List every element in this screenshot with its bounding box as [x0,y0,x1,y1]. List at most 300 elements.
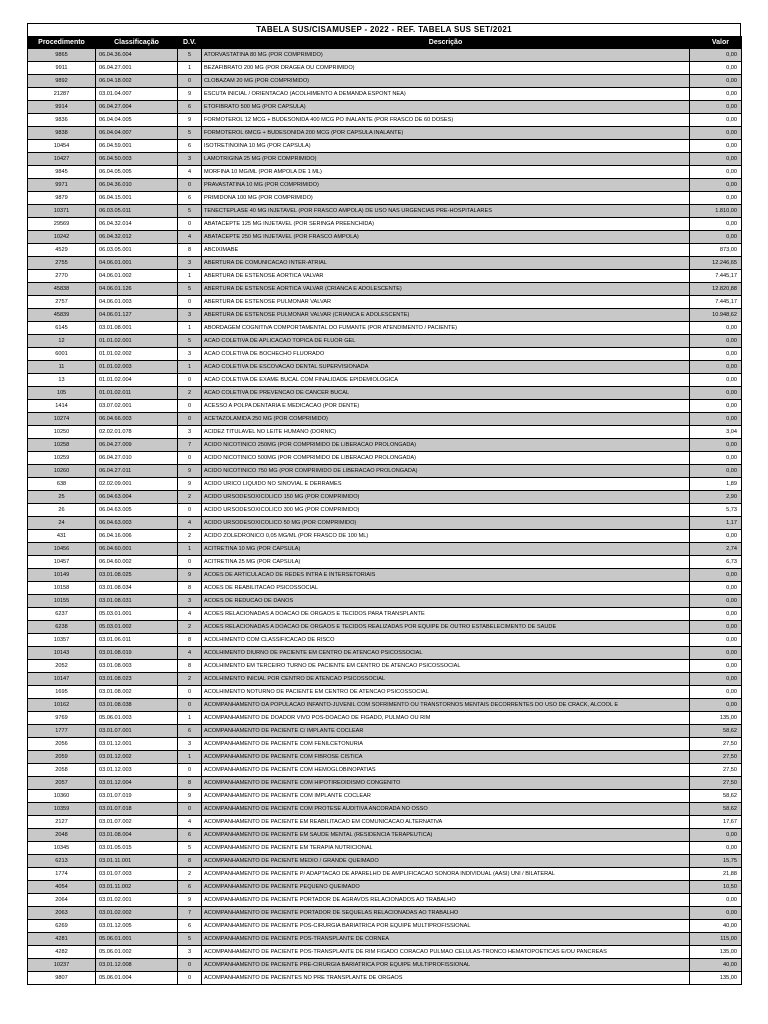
cell-classificacao: 03.01.02.002 [96,907,178,920]
cell-classificacao: 04.06.01.001 [96,257,178,270]
cell-procedimento: 2127 [28,816,96,829]
cell-procedimento: 6238 [28,621,96,634]
cell-procedimento: 29569 [28,218,96,231]
cell-valor: 0,00 [690,660,742,673]
cell-dv: 2 [178,530,202,543]
cell-valor: 3,04 [690,426,742,439]
cell-dv: 8 [178,777,202,790]
cell-procedimento: 45838 [28,283,96,296]
cell-descricao: ACAO COLETIVA DE APLICACAO TOPICA DE FLUOR GEL [202,335,690,348]
table-header-row [28,37,742,49]
cell-classificacao: 03.01.04.007 [96,88,178,101]
cell-descricao: ABORDAGEM COGNITIVA COMPORTAMENTAL DO FUMANTE (POR ATENDIMENTO / PACIENTE) [202,322,690,335]
cell-dv: 8 [178,634,202,647]
cell-valor: 0,00 [690,413,742,426]
cell-classificacao: 03.01.07.002 [96,816,178,829]
cell-classificacao: 03.01.11.002 [96,881,178,894]
cell-descricao: ABCIXIMABE [202,244,690,257]
cell-descricao: ACETAZOLAMIDA 250 MG (POR COMPRIMIDO) [202,413,690,426]
cell-descricao: ABERTURA DE ESTENOSE PULMONAR VALVAR (CRIANCA E ADOLESCENTE) [202,309,690,322]
cell-classificacao: 05.06.01.001 [96,933,178,946]
table-row [28,842,742,855]
cell-procedimento: 2063 [28,907,96,920]
cell-procedimento: 9911 [28,62,96,75]
cell-dv: 1 [178,62,202,75]
cell-classificacao: 05.03.01.002 [96,621,178,634]
cell-procedimento: 10162 [28,699,96,712]
cell-dv: 3 [178,946,202,959]
cell-valor: 2,74 [690,543,742,556]
cell-classificacao: 06.04.18.002 [96,75,178,88]
cell-procedimento: 431 [28,530,96,543]
cell-dv: 7 [178,907,202,920]
cell-classificacao: 02.02.09.001 [96,478,178,491]
cell-classificacao: 06.04.16.006 [96,530,178,543]
cell-descricao: ACOMPANHAMENTO DE PACIENTE MEDIO / GRANDE QUEIMADO [202,855,690,868]
cell-procedimento: 10147 [28,673,96,686]
cell-classificacao: 06.04.50.003 [96,153,178,166]
cell-valor: 0,00 [690,439,742,452]
cell-procedimento: 9845 [28,166,96,179]
cell-descricao: PRAVASTATINA 10 MG (POR COMPRIMIDO) [202,179,690,192]
cell-classificacao: 06.04.36.004 [96,49,178,62]
cell-procedimento: 2058 [28,764,96,777]
price-table [27,36,742,985]
cell-procedimento: 26 [28,504,96,517]
cell-valor: 0,00 [690,400,742,413]
cell-dv: 4 [178,608,202,621]
cell-classificacao: 04.06.01.003 [96,296,178,309]
cell-classificacao: 06.04.63.004 [96,491,178,504]
cell-valor: 0,00 [690,192,742,205]
cell-valor: 0,00 [690,218,742,231]
table-row [28,114,742,127]
cell-descricao: ACIDEZ TITULAVEL NO LEITE HUMANO (DORNIC) [202,426,690,439]
cell-classificacao: 06.04.32.012 [96,231,178,244]
cell-valor: 0,00 [690,322,742,335]
cell-dv: 9 [178,114,202,127]
cell-dv: 0 [178,556,202,569]
table-row [28,829,742,842]
cell-procedimento: 10258 [28,439,96,452]
cell-dv: 2 [178,673,202,686]
cell-valor: 0,00 [690,582,742,595]
cell-descricao: ACOMPANHAMENTO DE PACIENTES NO PRE TRANSPLANTE DE ORGAOS [202,972,690,985]
cell-classificacao: 04.06.01.127 [96,309,178,322]
cell-classificacao: 06.03.05.011 [96,205,178,218]
table-row [28,725,742,738]
cell-valor: 0,00 [690,647,742,660]
cell-valor: 115,00 [690,933,742,946]
cell-valor: 0,00 [690,335,742,348]
cell-valor: 0,00 [690,673,742,686]
cell-valor: 135,00 [690,946,742,959]
cell-dv: 2 [178,621,202,634]
cell-dv: 2 [178,387,202,400]
table-row [28,920,742,933]
cell-procedimento: 2048 [28,829,96,842]
table-row [28,621,742,634]
table-row [28,530,742,543]
table-row [28,192,742,205]
cell-dv: 5 [178,335,202,348]
cell-classificacao: 06.04.27.009 [96,439,178,452]
table-row [28,803,742,816]
cell-procedimento: 2057 [28,777,96,790]
cell-dv: 0 [178,686,202,699]
cell-valor: 12.820,88 [690,283,742,296]
cell-classificacao: 01.01.02.002 [96,348,178,361]
cell-valor: 0,00 [690,621,742,634]
cell-descricao: ISOTRETINOINA 10 MG (POR CAPSULA) [202,140,690,153]
cell-valor: 1,89 [690,478,742,491]
cell-valor: 0,00 [690,127,742,140]
table-row [28,764,742,777]
table-row [28,452,742,465]
cell-valor: 0,00 [690,634,742,647]
cell-procedimento: 12 [28,335,96,348]
table-row [28,335,742,348]
cell-classificacao: 06.04.04.007 [96,127,178,140]
table-row [28,751,742,764]
cell-valor: 0,00 [690,907,742,920]
table-row [28,543,742,556]
cell-procedimento: 4282 [28,946,96,959]
cell-valor: 58,62 [690,725,742,738]
cell-procedimento: 1414 [28,400,96,413]
cell-descricao: BEZAFIBRATO 200 MG (POR DRAGEA OU COMPRIMIDO) [202,62,690,75]
cell-dv: 8 [178,582,202,595]
table-row [28,75,742,88]
cell-valor: 40,00 [690,920,742,933]
cell-valor: 0,00 [690,842,742,855]
cell-descricao: ACIDO URSODESOXICOLICO 50 MG (POR COMPRIMIDO) [202,517,690,530]
cell-classificacao: 03.01.08.003 [96,660,178,673]
cell-classificacao: 06.04.27.001 [96,62,178,75]
table-row [28,400,742,413]
cell-procedimento: 10371 [28,205,96,218]
cell-dv: 9 [178,894,202,907]
cell-procedimento: 10454 [28,140,96,153]
cell-dv: 5 [178,283,202,296]
cell-descricao: ACOMPANHAMENTO DE PACIENTE COM IMPLANTE COCLEAR [202,790,690,803]
cell-descricao: ACOLHIMENTO COM CLASSIFICACAO DE RISCO [202,634,690,647]
cell-descricao: ACAO COLETIVA DE BOCHECHO FLUORADO [202,348,690,361]
cell-dv: 0 [178,972,202,985]
cell-classificacao: 03.01.12.002 [96,751,178,764]
cell-procedimento: 10345 [28,842,96,855]
cell-descricao: ACOMPANHAMENTO DE PACIENTE PORTADOR DE AGRAVOS RELACIONADOS AO TRABALHO [202,894,690,907]
cell-procedimento: 6145 [28,322,96,335]
table-row [28,660,742,673]
cell-valor: 17,67 [690,816,742,829]
cell-procedimento: 10237 [28,959,96,972]
cell-procedimento: 10457 [28,556,96,569]
cell-dv: 7 [178,439,202,452]
cell-dv: 6 [178,101,202,114]
table-row [28,270,742,283]
cell-descricao: ACAO COLETIVA DE ESCOVACAO DENTAL SUPERVISIONADA [202,361,690,374]
cell-classificacao: 03.01.07.001 [96,725,178,738]
table-row [28,387,742,400]
cell-valor: 0,00 [690,387,742,400]
cell-descricao: ACOES DE REABILITACAO PSICOSSOCIAL [202,582,690,595]
cell-descricao: LAMOTRIGINA 25 MG (POR COMPRIMIDO) [202,153,690,166]
cell-classificacao: 03.01.08.019 [96,647,178,660]
cell-descricao: ACIDO URICO LIQUIDO NO SINOVIAL E DERRAMES [202,478,690,491]
cell-dv: 1 [178,322,202,335]
cell-valor: 873,00 [690,244,742,257]
table-row [28,933,742,946]
cell-descricao: ACIDO URSODESOXICOLICO 300 MG (POR COMPRIMIDO) [202,504,690,517]
cell-procedimento: 9865 [28,49,96,62]
cell-descricao: CLOBAZAM 20 MG (POR COMPRIMIDO) [202,75,690,88]
table-row [28,218,742,231]
cell-dv: 3 [178,309,202,322]
cell-dv: 9 [178,790,202,803]
cell-descricao: TENECTEPLASE 40 MG INJETAVEL (POR FRASCO AMPOLA) DE USO NAS URGENCIAS PRE-HOSPITALARES [202,205,690,218]
cell-classificacao: 03.01.07.003 [96,868,178,881]
cell-classificacao: 05.06.01.002 [96,946,178,959]
cell-procedimento: 10259 [28,452,96,465]
cell-dv: 1 [178,361,202,374]
cell-procedimento: 13 [28,374,96,387]
cell-valor: 0,00 [690,465,742,478]
cell-dv: 0 [178,400,202,413]
cell-valor: 7.445,17 [690,296,742,309]
cell-classificacao: 06.04.60.002 [96,556,178,569]
table-row [28,894,742,907]
table-row [28,569,742,582]
cell-procedimento: 2770 [28,270,96,283]
cell-valor: 0,00 [690,62,742,75]
cell-dv: 3 [178,257,202,270]
cell-dv: 4 [178,231,202,244]
table-row [28,790,742,803]
cell-descricao: ABERTURA DE ESTENOSE PULMONAR VALVAR [202,296,690,309]
price-table-sheet [27,23,741,985]
cell-dv: 0 [178,764,202,777]
cell-descricao: ACOMPANHAMENTO DE PACIENTE EM SAUDE MENTAL (RESIDENCIA TERAPEUTICA) [202,829,690,842]
table-row [28,907,742,920]
cell-dv: 0 [178,218,202,231]
header-descricao: Descrição [202,37,690,49]
cell-classificacao: 03.01.12.003 [96,764,178,777]
table-row [28,413,742,426]
cell-valor: 0,00 [690,166,742,179]
table-row [28,426,742,439]
table-row [28,816,742,829]
cell-procedimento: 1695 [28,686,96,699]
cell-procedimento: 9836 [28,114,96,127]
cell-classificacao: 03.01.06.011 [96,634,178,647]
cell-classificacao: 06.04.59.001 [96,140,178,153]
table-row [28,608,742,621]
cell-valor: 58,62 [690,803,742,816]
cell-procedimento: 105 [28,387,96,400]
cell-valor: 27,50 [690,738,742,751]
cell-valor: 40,00 [690,959,742,972]
cell-descricao: ABERTURA DE COMUNICACAO INTER-ATRIAL [202,257,690,270]
header-procedimento: Procedimento [28,37,96,49]
cell-procedimento: 4529 [28,244,96,257]
cell-classificacao: 03.01.07.018 [96,803,178,816]
cell-valor: 58,62 [690,790,742,803]
cell-descricao: ACOLHIMENTO NOTURNO DE PACIENTE EM CENTRO DE ATENCAO PSICOSSOCIAL [202,686,690,699]
cell-classificacao: 03.07.02.001 [96,400,178,413]
cell-descricao: ACOES RELACIONADAS A DOACAO DE ORGAOS E TECIDOS REALIZADAS POR EQUIPE DE OUTRO ESTABELECIMENTO DE SAUDE [202,621,690,634]
table-row [28,62,742,75]
cell-descricao: ACAO COLETIVA DE EXAME BUCAL COM FINALIDADE EPIDEMIOLOGICA [202,374,690,387]
cell-procedimento: 10357 [28,634,96,647]
table-row [28,88,742,101]
cell-classificacao: 03.01.11.001 [96,855,178,868]
cell-procedimento: 4281 [28,933,96,946]
cell-valor: 27,50 [690,751,742,764]
cell-descricao: ACIDO NICOTINICO 750 MG (POR COMPRIMIDO DE LIBERACAO PROLONGADA) [202,465,690,478]
cell-dv: 3 [178,153,202,166]
cell-dv: 0 [178,452,202,465]
cell-descricao: ABERTURA DE ESTENOSE AORTICA VALVAR (CRIANCA E ADOLESCENTE) [202,283,690,296]
cell-procedimento: 10149 [28,569,96,582]
cell-dv: 0 [178,75,202,88]
cell-valor: 0,00 [690,49,742,62]
cell-procedimento: 6269 [28,920,96,933]
cell-procedimento: 10456 [28,543,96,556]
cell-valor: 6,73 [690,556,742,569]
cell-descricao: ACOMPANHAMENTO DE PACIENTE COM FENILCETONURIA [202,738,690,751]
table-row [28,231,742,244]
table-row [28,309,742,322]
cell-procedimento: 2757 [28,296,96,309]
cell-procedimento: 45839 [28,309,96,322]
header-valor: Valor [690,37,742,49]
cell-dv: 1 [178,270,202,283]
cell-classificacao: 05.06.01.003 [96,712,178,725]
table-row [28,517,742,530]
cell-valor: 0,00 [690,829,742,842]
table-row [28,868,742,881]
cell-classificacao: 05.03.01.001 [96,608,178,621]
table-row [28,855,742,868]
cell-descricao: ETOFIBRATO 500 MG (POR CAPSULA) [202,101,690,114]
cell-classificacao: 03.01.08.034 [96,582,178,595]
cell-descricao: ACOMPANHAMENTO DE PACIENTE COM HIPOTIREOIDISMO CONGENITO [202,777,690,790]
cell-valor: 1.810,00 [690,205,742,218]
cell-valor: 0,00 [690,569,742,582]
table-row [28,582,742,595]
cell-valor: 2,90 [690,491,742,504]
cell-descricao: ACITRETINA 10 MG (POR CAPSULA) [202,543,690,556]
cell-descricao: ACOMPANHAMENTO DE PACIENTE POS-CIRURGIA BARIATRICA POR EQUIPE MULTIPROFISSIONAL [202,920,690,933]
cell-classificacao: 03.01.08.031 [96,595,178,608]
cell-valor: 15,75 [690,855,742,868]
cell-procedimento: 10155 [28,595,96,608]
table-row [28,673,742,686]
table-row [28,556,742,569]
cell-dv: 6 [178,829,202,842]
cell-descricao: ABATACEPTE 125 MG INJETAVEL (POR SERINGA PREENCHIDA) [202,218,690,231]
cell-dv: 0 [178,959,202,972]
cell-procedimento: 9838 [28,127,96,140]
table-row [28,322,742,335]
cell-descricao: ACAO COLETIVA DE PREVENCAO DE CANCER BUCAL [202,387,690,400]
cell-descricao: FORMOTEROL 6MCG + BUDESONIDA 200 MCG (POR CAPSULA INALANTE) [202,127,690,140]
cell-descricao: ACIDO NICOTINICO 500MG (POR COMPRIMIDO DE LIBERACAO PROLONGADA) [202,452,690,465]
table-row [28,348,742,361]
cell-descricao: ACOMPANHAMENTO DA POPULACAO INFANTO-JUVENIL COM SOFRIMENTO OU TRANSTORNOS MENTAIS DECORRENTES DO USO DE CRACK, ALCOOL E [202,699,690,712]
cell-dv: 5 [178,933,202,946]
cell-classificacao: 06.04.27.011 [96,465,178,478]
cell-procedimento: 9914 [28,101,96,114]
cell-classificacao: 06.04.04.005 [96,114,178,127]
cell-valor: 0,00 [690,361,742,374]
cell-procedimento: 6237 [28,608,96,621]
cell-dv: 4 [178,647,202,660]
cell-dv: 4 [178,816,202,829]
cell-valor: 10.948,62 [690,309,742,322]
cell-dv: 9 [178,88,202,101]
cell-dv: 5 [178,205,202,218]
cell-procedimento: 10274 [28,413,96,426]
cell-descricao: ACOLHIMENTO EM TERCEIRO TURNO DE PACIENTE EM CENTRO DE ATENCAO PSICOSSOCIAL [202,660,690,673]
cell-dv: 6 [178,881,202,894]
table-row [28,647,742,660]
cell-procedimento: 6001 [28,348,96,361]
cell-procedimento: 24 [28,517,96,530]
cell-descricao: ATORVASTATINA 80 MG (POR COMPRIMIDO) [202,49,690,62]
cell-procedimento: 10143 [28,647,96,660]
cell-descricao: ACOMPANHAMENTO DE PACIENTE COM FIBROSE CISTICA [202,751,690,764]
table-row [28,491,742,504]
table-row [28,49,742,62]
cell-classificacao: 03.01.08.025 [96,569,178,582]
cell-classificacao: 06.04.27.004 [96,101,178,114]
cell-descricao: ACOLHIMENTO DIURNO DE PACIENTE EM CENTRO DE ATENCAO PSICOSSOCIAL [202,647,690,660]
cell-valor: 135,00 [690,712,742,725]
cell-procedimento: 1777 [28,725,96,738]
cell-dv: 3 [178,426,202,439]
cell-procedimento: 2064 [28,894,96,907]
table-row [28,166,742,179]
table-row [28,439,742,452]
cell-dv: 4 [178,517,202,530]
cell-valor: 0,00 [690,374,742,387]
table-row [28,959,742,972]
header-dv: D.V. [178,37,202,49]
table-row [28,283,742,296]
table-row [28,205,742,218]
cell-procedimento: 10158 [28,582,96,595]
table-row [28,478,742,491]
table-row [28,179,742,192]
cell-valor: 0,00 [690,140,742,153]
cell-classificacao: 06.04.36.010 [96,179,178,192]
cell-procedimento: 10250 [28,426,96,439]
cell-procedimento: 10260 [28,465,96,478]
cell-dv: 4 [178,166,202,179]
cell-descricao: ACOMPANHAMENTO DE PACIENTE EM REABILITACAO EM COMUNICACAO ALTERNATIVA [202,816,690,829]
cell-dv: 5 [178,842,202,855]
cell-descricao: ACESSO A POLPA DENTARIA E MEDICACAO (POR DENTE) [202,400,690,413]
cell-valor: 0,00 [690,231,742,244]
cell-descricao: MORFINA 10 MG/ML (POR AMPOLA DE 1 ML) [202,166,690,179]
cell-dv: 5 [178,49,202,62]
cell-valor: 0,00 [690,153,742,166]
cell-valor: 27,50 [690,777,742,790]
cell-valor: 0,00 [690,101,742,114]
cell-classificacao: 03.01.12.008 [96,959,178,972]
